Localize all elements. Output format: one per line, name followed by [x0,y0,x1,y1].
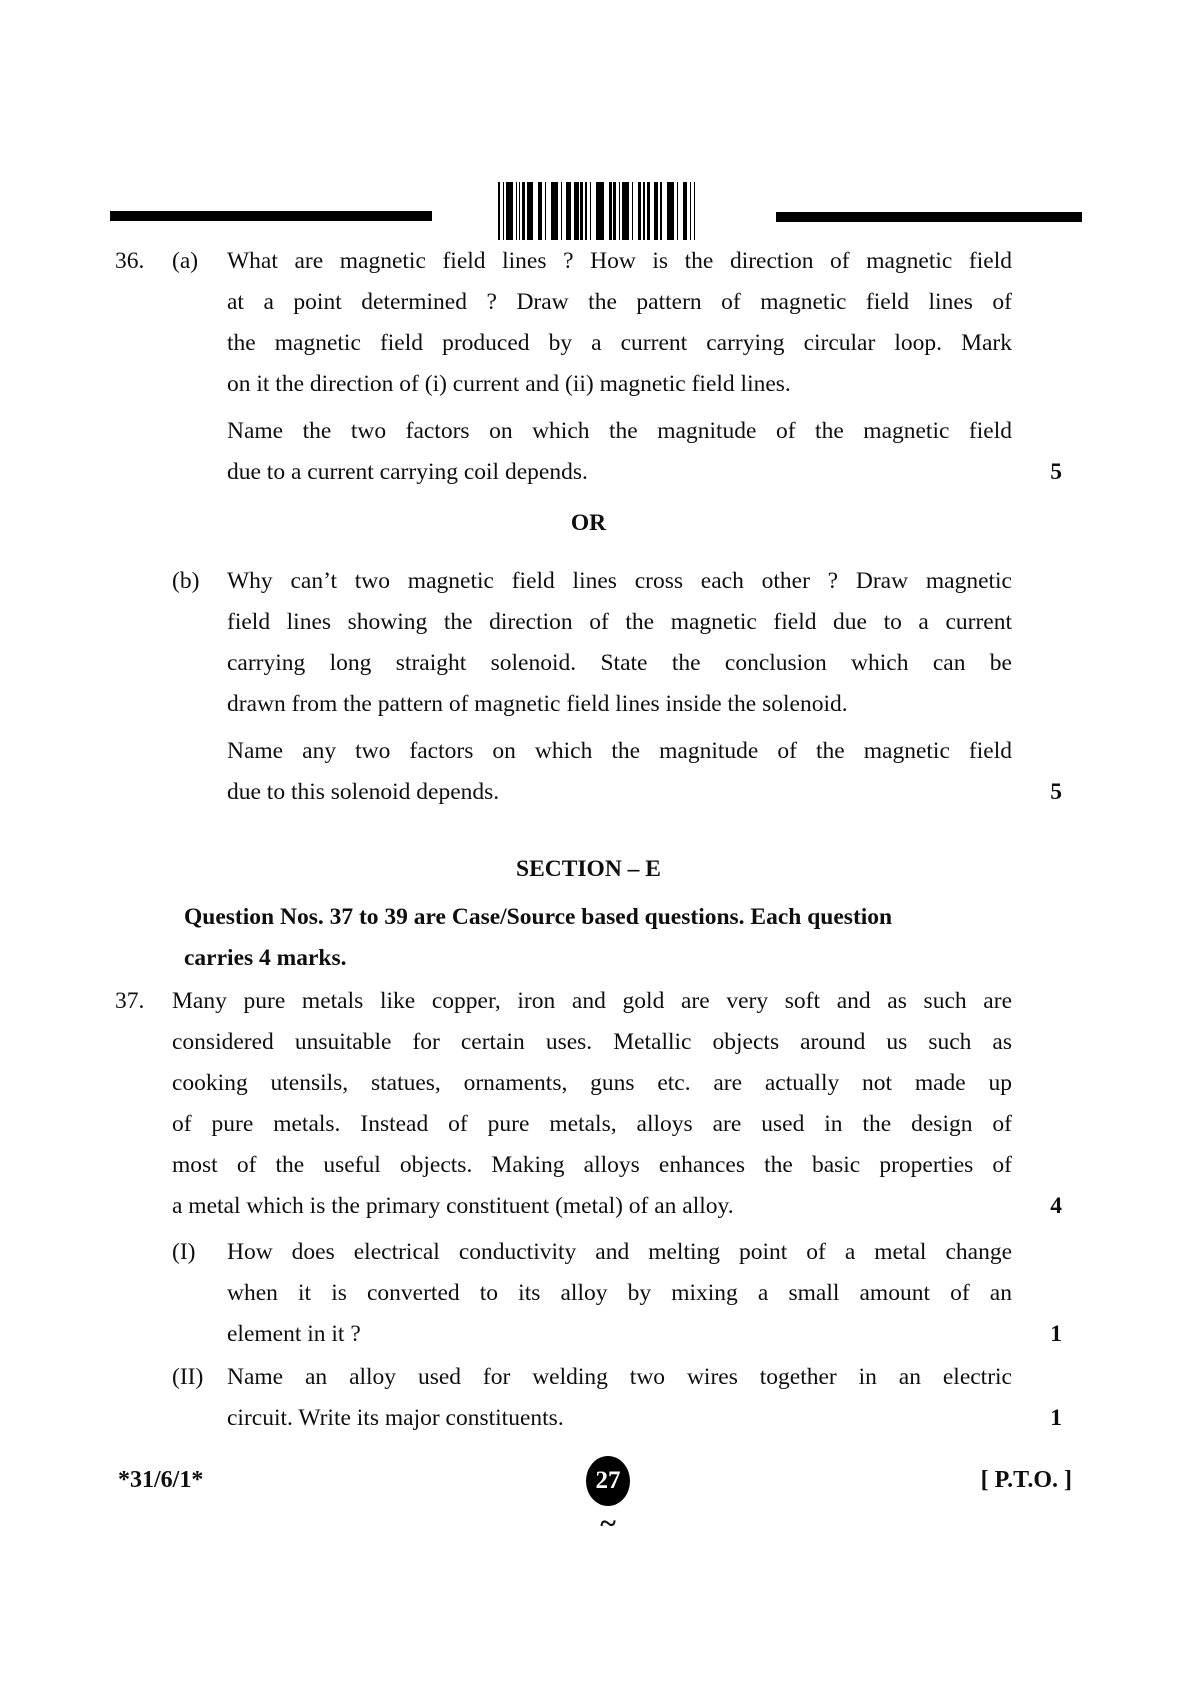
text-line: Many pure metals like copper, iron and gold are very soft and as such are [172,988,1012,1014]
text-line: Name an alloy used for welding two wires together in an electric [227,1364,1012,1390]
part-b-label: (b) [172,568,200,594]
text-line: when it is converted to its alloy by mixing a small amount of an [227,1280,1012,1306]
question-36-part-b [172,561,1062,813]
text-line: on it the direction of (i) current and (ii) magnetic field lines. [227,371,791,397]
page-number: 27 [595,1467,621,1494]
question-37-sub-1 [172,1232,1062,1355]
text-line: a metal which is the primary constituent (metal) of an alloy. [172,1193,734,1219]
text-line: considered unsuitable for certain uses. Metallic objects around us such as [172,1029,1012,1055]
page-number-badge [586,1456,630,1506]
marks-value: 4 [1050,1193,1062,1219]
question-37-number: 37. [115,988,145,1014]
part-a-label: (a) [172,248,199,274]
marks-value: 1 [1050,1405,1062,1431]
paper-code: *31/6/1* [118,1467,204,1493]
text-line: due to a current carrying coil depends. [227,459,588,485]
tilde-mark: ~ [600,1507,616,1540]
marks-value: 5 [1050,459,1062,485]
question-37-sub-2 [172,1357,1062,1439]
text-line: field lines showing the direction of the magnetic field due to a current [227,609,1012,635]
section-e-heading: SECTION – E [516,856,661,882]
question-36-part-a [115,241,1062,493]
text-line: How does electrical conductivity and melting point of a metal change [227,1239,1012,1265]
text-line: due to this solenoid depends. [227,779,500,805]
text-line: carries 4 marks. [184,945,347,971]
text-line: Question Nos. 37 to 39 are Case/Source based questions. Each question [184,904,893,930]
text-line: Name the two factors on which the magnitude of the magnetic field [227,418,1012,444]
text-line: at a point determined ? Draw the pattern of magnetic field lines of [227,289,1012,315]
sub-question-2-label: (II) [172,1364,204,1390]
text-line: drawn from the pattern of magnetic field lines inside the solenoid. [227,691,848,717]
top-left-rule [110,211,432,221]
text-line: Why can’t two magnetic field lines cross each other ? Draw magnetic [227,568,1012,594]
section-e-instructions [184,897,1054,979]
text-line: of pure metals. Instead of pure metals, alloys are used in the design of [172,1111,1012,1137]
question-37 [115,981,1062,1227]
text-line: cooking utensils, statues, ornaments, guns etc. are actually not made up [172,1070,1012,1096]
barcode-icon [498,182,695,240]
or-separator: OR [570,510,607,536]
text-line: the magnetic field produced by a current carrying circular loop. Mark [227,330,1012,356]
text-line: most of the useful objects. Making alloys enhances the basic properties of [172,1152,1012,1178]
text-line: What are magnetic field lines ? How is the direction of magnetic field [227,248,1012,274]
text-line: carrying long straight solenoid. State the conclusion which can be [227,650,1012,676]
text-line: Name any two factors on which the magnitude of the magnetic field [227,738,1012,764]
marks-value: 1 [1050,1321,1062,1347]
pto-label: [ P.T.O. ] [980,1467,1072,1493]
text-line: circuit. Write its major constituents. [227,1405,564,1431]
question-36-number: 36. [115,248,145,274]
sub-question-1-label: (I) [172,1239,196,1265]
top-right-rule [776,212,1082,222]
text-line: element in it ? [227,1321,361,1347]
marks-value: 5 [1050,779,1062,805]
